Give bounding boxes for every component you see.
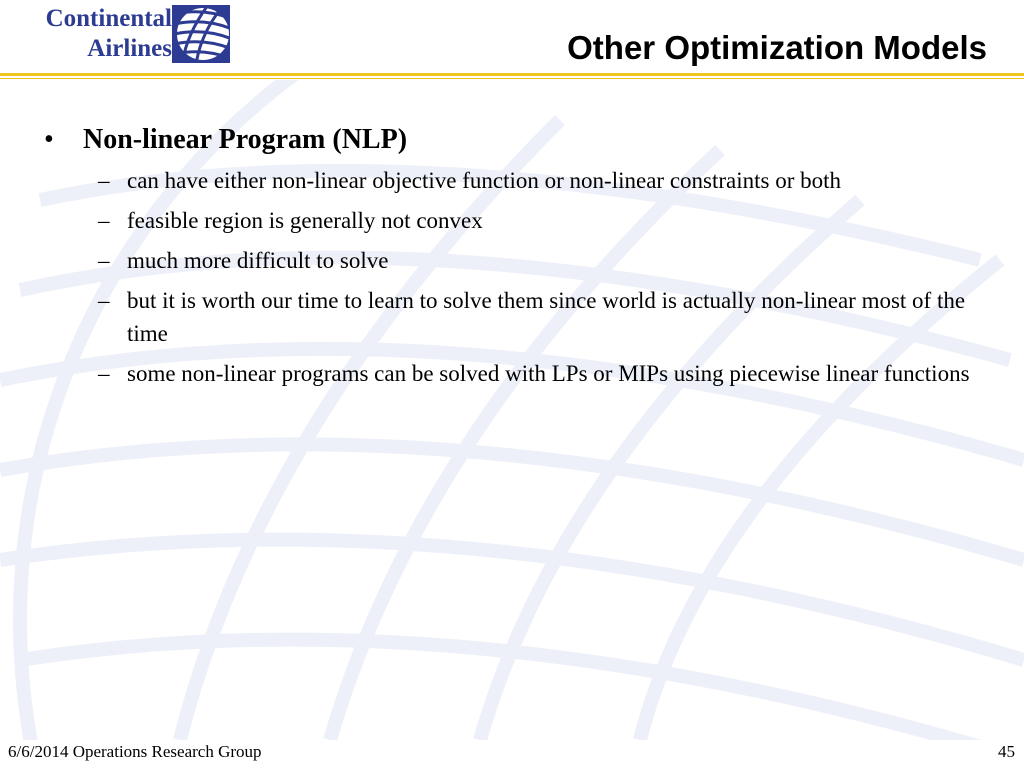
page-number: 45	[998, 742, 1015, 761]
sub-bullet-text: some non-linear programs can be solved with LPs or MIPs using piecewise linear functions	[127, 361, 970, 386]
footer-date: 6/6/2014	[8, 742, 69, 761]
dash-icon: –	[98, 248, 110, 273]
globe-logo-icon	[172, 5, 230, 63]
sub-bullet-text: can have either non-linear objective function or non-linear constraints or both	[127, 168, 842, 193]
slide-body	[0, 120, 1024, 397]
logo-line-2: Airlines	[87, 35, 172, 62]
company-logo	[0, 0, 240, 70]
slide-title: Other Optimization Models	[567, 29, 987, 66]
sub-bullet-text: but it is worth our time to learn to solve them since world is actually non-linear most of the time	[127, 288, 966, 346]
header-divider-thin	[0, 78, 1024, 79]
sub-bullet-item	[0, 357, 1024, 390]
sub-bullet-item	[0, 284, 1024, 350]
bullet-dot-icon: •	[44, 124, 54, 155]
footer-group: Operations Research Group	[72, 742, 262, 761]
logo-line-1: Continental	[45, 5, 172, 32]
dash-icon: –	[98, 168, 110, 193]
bullet-heading: Non-linear Program (NLP)	[83, 124, 408, 155]
sub-bullet-list	[0, 164, 1024, 390]
logo-wordmark	[0, 4, 172, 64]
bullet-item	[0, 120, 1024, 164]
sub-bullet-item	[0, 164, 1024, 197]
dash-icon: –	[98, 361, 110, 386]
sub-bullet-text: much more difficult to solve	[127, 248, 389, 273]
footer-info	[8, 741, 262, 763]
dash-icon: –	[98, 208, 110, 233]
sub-bullet-text: feasible region is generally not convex	[127, 208, 483, 233]
sub-bullet-item	[0, 244, 1024, 277]
dash-icon: –	[98, 288, 110, 313]
header-divider-thick	[0, 73, 1024, 76]
sub-bullet-item	[0, 204, 1024, 237]
